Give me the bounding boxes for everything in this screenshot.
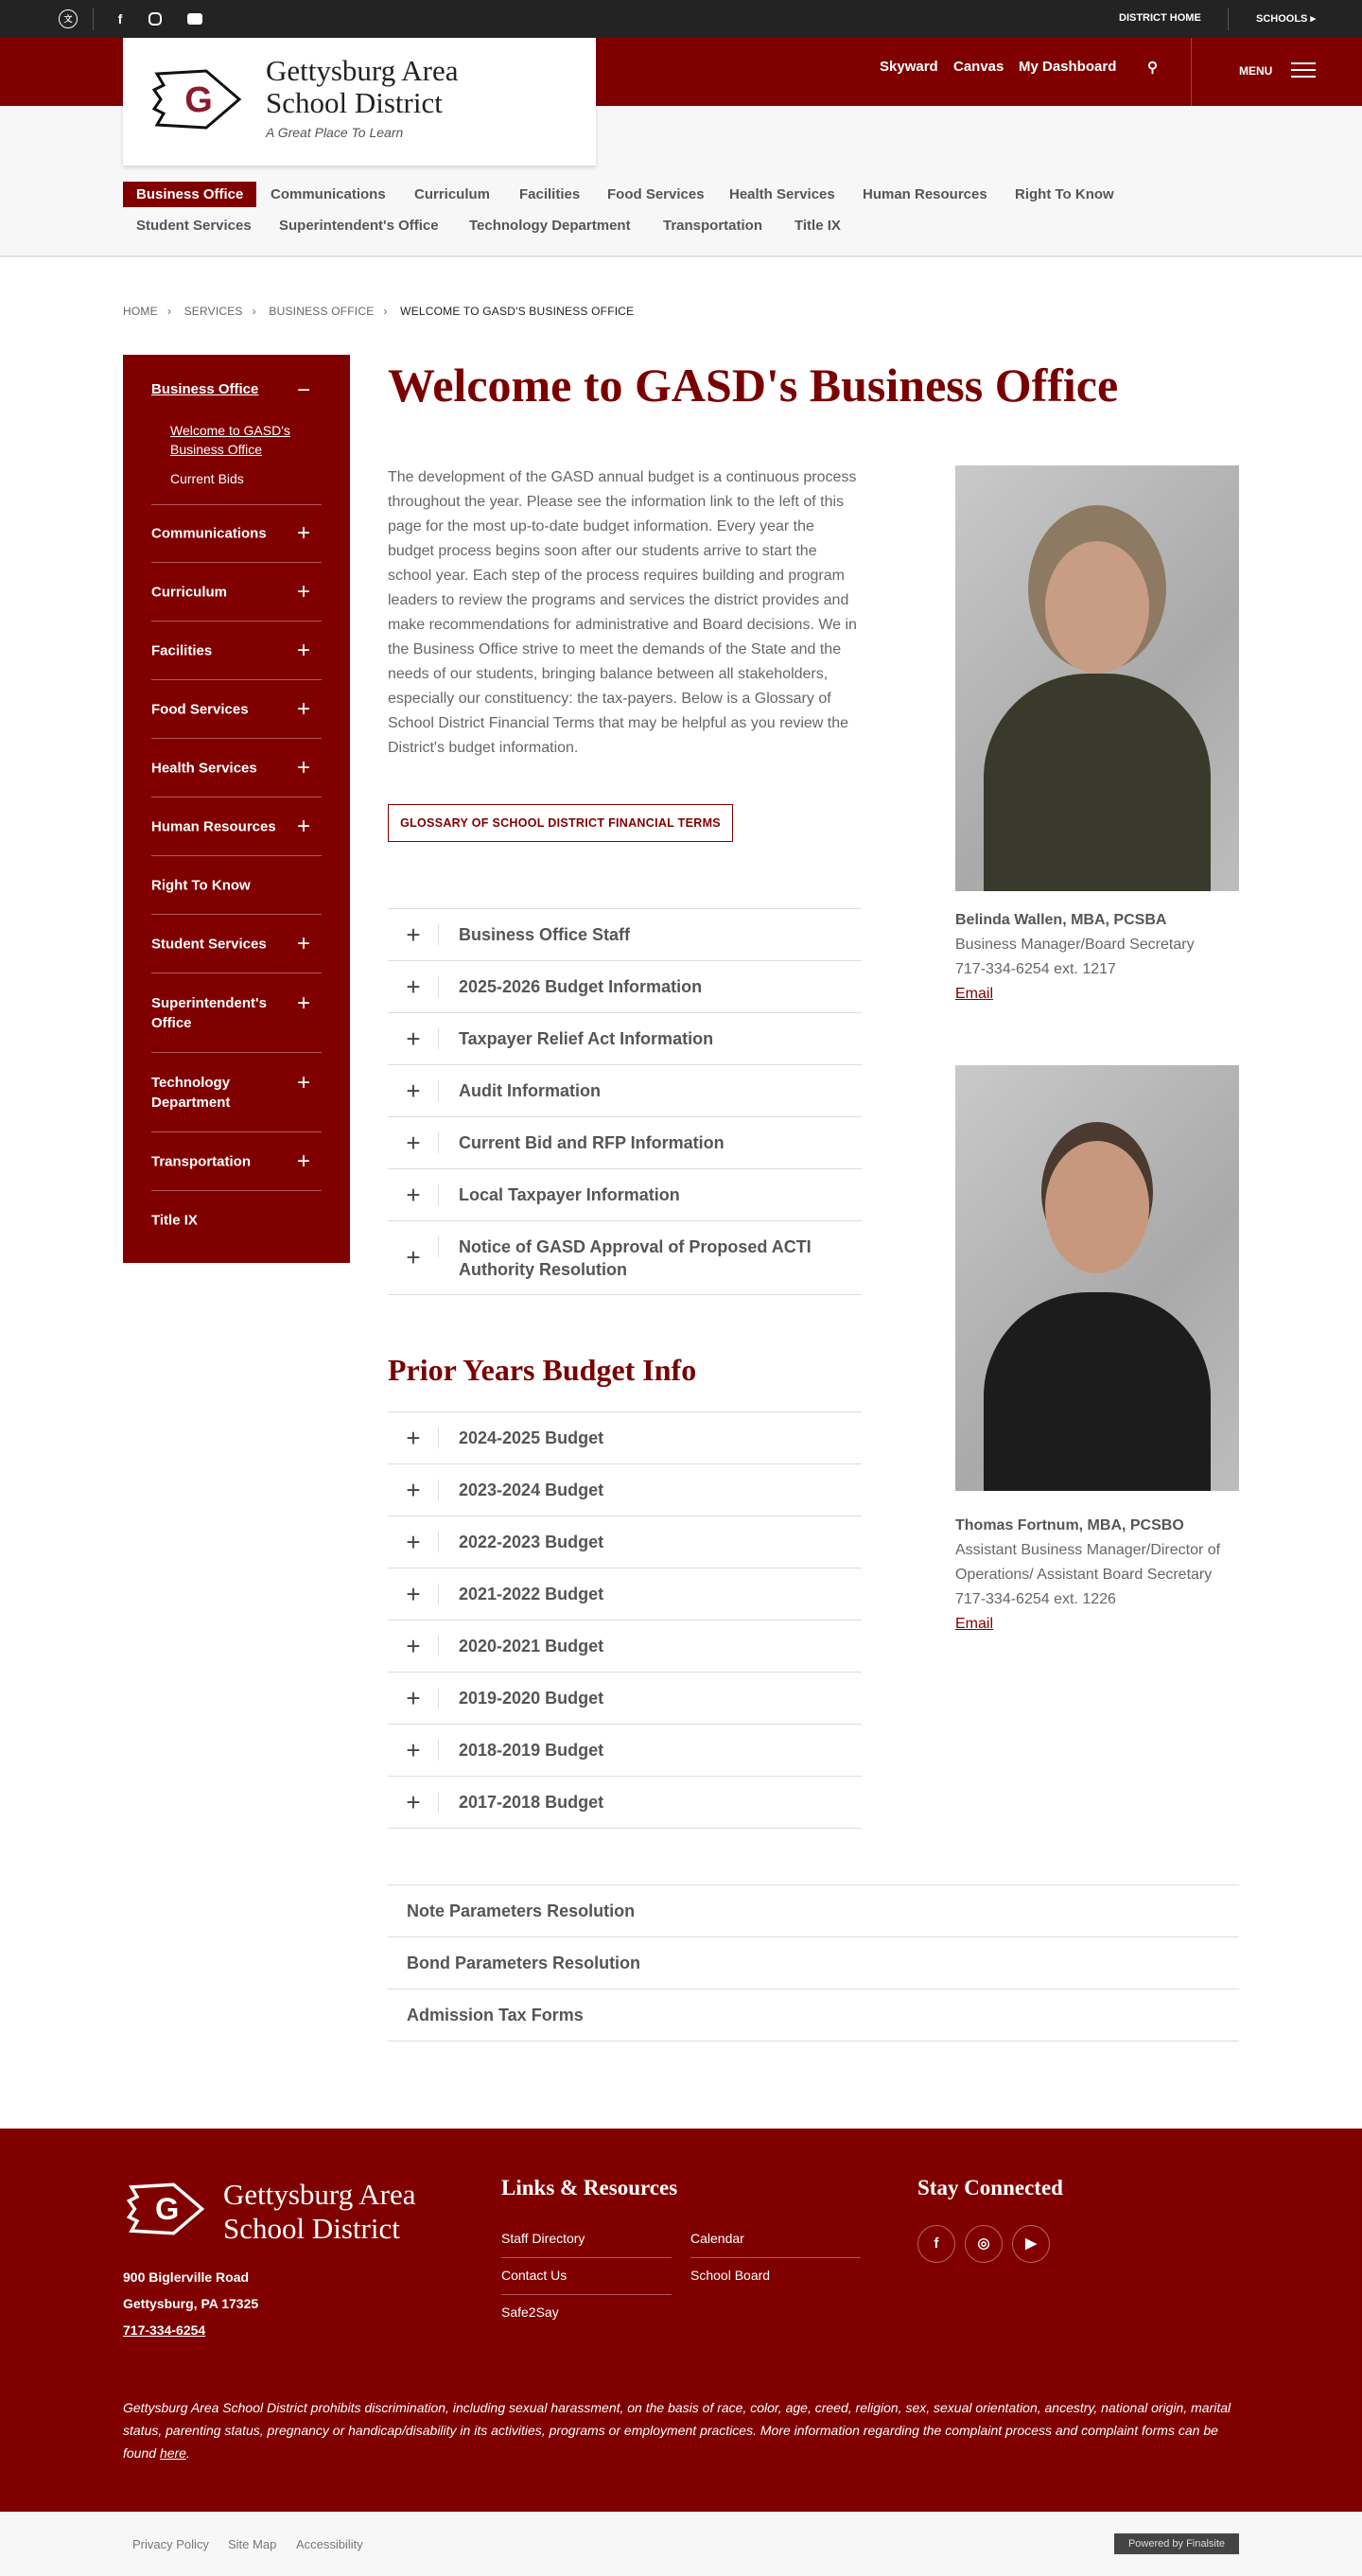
accessibility-link[interactable]: Accessibility <box>296 2537 363 2551</box>
menu-button[interactable]: MENU <box>1239 64 1273 78</box>
district-home-link[interactable]: DISTRICT HOME <box>1119 12 1201 24</box>
plus-icon[interactable]: + <box>388 1464 439 1516</box>
staff-phone: 717-334-6254 ext. 1226 <box>955 1591 1116 1607</box>
sidebar-item[interactable] <box>151 1053 322 1132</box>
accordion-item[interactable] <box>388 1464 862 1516</box>
plus-icon[interactable]: + <box>388 1725 439 1776</box>
svg-text:G: G <box>155 2192 180 2227</box>
footer-address: Gettysburg, PA 17325 <box>123 2296 259 2311</box>
plus-icon[interactable]: + <box>388 1221 439 1294</box>
plus-icon[interactable]: + <box>296 1148 310 1174</box>
district-logo-icon <box>149 66 244 132</box>
sidebar-item-label: Communications <box>151 525 267 541</box>
site-map-link[interactable]: Site Map <box>228 2537 277 2551</box>
facebook-icon[interactable]: f <box>917 2225 955 2263</box>
footer-title: Gettysburg Area <box>223 2178 416 2211</box>
staff-name: Thomas Fortnum, MBA, PCSBO <box>955 1517 1184 1533</box>
accordion-label: 2019-2020 Budget <box>459 1689 604 1708</box>
plus-icon[interactable]: + <box>388 1777 439 1828</box>
sidebar-item-label: Human Resources <box>151 818 276 834</box>
accordion-label: Notice of GASD Approval of Proposed ACTI Authority Resolution <box>459 1236 812 1279</box>
instagram-icon[interactable]: ◎ <box>965 2225 1003 2263</box>
staff-title: Business Manager/Board Secretary <box>955 937 1195 953</box>
accordion-item[interactable] <box>388 1169 862 1221</box>
footer-link-staff-directory[interactable]: Staff Directory <box>501 2231 672 2258</box>
plus-icon[interactable]: + <box>388 961 439 1012</box>
accordion-item[interactable] <box>388 1673 862 1725</box>
sidebar-subitem-welcome[interactable]: Welcome to GASD's Business Office <box>170 423 290 457</box>
plus-icon[interactable]: + <box>388 1568 439 1620</box>
tagline: A Great Place To Learn <box>266 125 404 140</box>
photo-figure <box>984 674 1211 891</box>
photo-figure <box>1045 541 1149 674</box>
breadcrumb-home[interactable]: HOME <box>123 305 158 318</box>
chevron-right-icon: › <box>383 305 388 318</box>
resolution-link[interactable]: Note Parameters Resolution <box>388 1885 1239 1937</box>
accordion-label: 2017-2018 Budget <box>459 1793 604 1812</box>
logo-title: School District <box>266 86 443 119</box>
sidebar-item[interactable] <box>151 856 322 915</box>
plus-icon[interactable]: + <box>296 578 310 605</box>
plus-icon[interactable]: + <box>296 754 310 780</box>
nav-health-services[interactable]: Health Services <box>729 186 835 202</box>
powered-by-finalsite-badge[interactable]: Powered by Finalsite <box>1114 2533 1239 2554</box>
sidebar-item[interactable] <box>151 622 322 680</box>
plus-icon[interactable]: + <box>296 637 310 663</box>
plus-icon[interactable]: + <box>388 1117 439 1168</box>
footer-address: 900 Biglerville Road <box>123 2269 250 2285</box>
youtube-icon[interactable] <box>187 13 202 25</box>
resolution-link[interactable]: Bond Parameters Resolution <box>388 1937 1239 1989</box>
sidebar-item-label: Food Services <box>151 701 249 717</box>
accordion-item[interactable] <box>388 909 862 961</box>
staff-phone: 717-334-6254 ext. 1217 <box>955 961 1116 977</box>
header-link-dashboard[interactable]: My Dashboard <box>1019 59 1117 75</box>
sidebar-item-label[interactable]: Business Office <box>151 381 259 397</box>
sidebar-item-label: Curriculum <box>151 584 228 600</box>
breadcrumb-services[interactable]: SERVICES <box>183 305 243 318</box>
breadcrumb-business-office[interactable]: BUSINESS OFFICE <box>269 305 375 318</box>
accordion-item[interactable] <box>388 961 862 1013</box>
sidebar-item[interactable] <box>151 1191 322 1250</box>
nav-technology-department[interactable]: Technology Department <box>469 218 631 234</box>
hamburger-icon[interactable] <box>1291 62 1316 78</box>
footer-link-contact-us[interactable]: Contact Us <box>501 2268 672 2295</box>
accordion-item[interactable] <box>388 1117 862 1169</box>
footer-link-school-board[interactable]: School Board <box>690 2268 771 2283</box>
photo-figure <box>1045 1141 1149 1273</box>
plus-icon[interactable]: + <box>388 1621 439 1672</box>
sidebar-item-label: Student Services <box>151 936 267 952</box>
info-accordion <box>388 908 862 1295</box>
sidebar-item[interactable] <box>151 680 322 739</box>
plus-icon[interactable]: + <box>388 1412 439 1463</box>
instagram-icon[interactable] <box>148 12 162 26</box>
chevron-right-icon: › <box>252 305 256 318</box>
nav-food-services[interactable]: Food Services <box>607 186 705 202</box>
accordion-item[interactable] <box>388 1065 862 1117</box>
links-heading: Links & Resources <box>501 2176 678 2199</box>
accordion-label: 2024-2025 Budget <box>459 1428 604 1447</box>
chevron-right-icon: › <box>166 305 172 318</box>
accordion-label: Local Taxpayer Information <box>459 1185 680 1204</box>
nav-title-ix[interactable]: Title IX <box>794 218 841 234</box>
nav-facilities[interactable]: Facilities <box>519 186 581 202</box>
svg-text:G: G <box>184 80 213 120</box>
nav-communications[interactable]: Communications <box>271 186 386 202</box>
breadcrumb <box>123 305 634 318</box>
footer-phone-link[interactable]: 717-334-6254 <box>123 2322 206 2338</box>
plus-icon[interactable]: + <box>296 1070 310 1095</box>
accordion-label: 2020-2021 Budget <box>459 1637 604 1656</box>
sidebar-item[interactable] <box>151 1132 322 1191</box>
staff-caption <box>955 908 1195 1007</box>
staff-email-link[interactable]: Email <box>955 986 994 1002</box>
prior-years-heading: Prior Years Budget Info <box>388 1353 697 1387</box>
notice-text: Gettysburg Area School District prohibits discrimination, including sexual harassment, on the basis of race, color, age, creed, religion, sex, sexual orientation, ancestry, national origin, marital status, parenting status, pregnancy or handicap/disability in its activities, programs or employment practices. More information regarding the complaint process and complaint forms can be found <box>123 2400 1231 2461</box>
nondiscrimination-notice: Gettysburg Area School District prohibits discrimination, including sexual harassment, on the basis of race, color, age, creed, religion, sex, sexual orientation, ancestry, national origin, marital status, parenting status, pregnancy or handicap/disability in its activities, programs or employment practices. More information regarding the complaint process and complaint forms can be found here. <box>123 2400 1231 2461</box>
nav-human-resources[interactable]: Human Resources <box>863 186 987 202</box>
plus-icon[interactable]: + <box>296 990 310 1016</box>
nav-right-to-know[interactable]: Right To Know <box>1015 186 1114 202</box>
sidebar-item-label: Superintendent's Office <box>151 994 267 1031</box>
connected-heading: Stay Connected <box>917 2176 1063 2199</box>
sidebar-item-label: Right To Know <box>151 877 251 893</box>
accordion-item[interactable] <box>388 1013 862 1065</box>
accordion-item[interactable] <box>388 1516 862 1568</box>
sidebar-item[interactable] <box>151 563 322 622</box>
plus-icon[interactable]: + <box>296 930 310 956</box>
nav-superintendents-office[interactable]: Superintendent's Office <box>279 218 439 234</box>
staff-title: Assistant Business Manager/Director of Operations/ Assistant Board Secretary <box>955 1542 1221 1583</box>
sidebar-item[interactable] <box>151 973 322 1053</box>
header-link-canvas[interactable]: Canvas <box>953 59 1004 75</box>
sidebar-item-label: Facilities <box>151 642 213 658</box>
staff-name: Belinda Wallen, MBA, PCSBA <box>955 912 1167 928</box>
staff-photo <box>955 1065 1239 1491</box>
sidebar-subitem-current-bids[interactable]: Current Bids <box>170 471 244 486</box>
divider <box>1228 8 1229 30</box>
resolution-list <box>388 1884 1239 2042</box>
divider <box>93 8 94 30</box>
footer-link-calendar[interactable]: Calendar <box>690 2231 861 2258</box>
schools-dropdown[interactable]: SCHOOLS ▸ <box>1256 13 1316 25</box>
accordion-label: 2021-2022 Budget <box>459 1585 604 1603</box>
footer-title: School District <box>223 2212 400 2245</box>
nav-transportation[interactable]: Transportation <box>663 218 763 234</box>
nav-curriculum[interactable]: Curriculum <box>414 186 491 202</box>
accordion-label: Audit Information <box>459 1081 601 1100</box>
accordion-item[interactable] <box>388 1725 862 1777</box>
breadcrumb-current: WELCOME TO GASD'S BUSINESS OFFICE <box>400 305 635 318</box>
facebook-icon[interactable]: f <box>117 11 123 26</box>
sidebar-item[interactable] <box>151 797 322 856</box>
accordion-label: Current Bid and RFP Information <box>459 1133 725 1152</box>
nav-business-office[interactable]: Business Office <box>123 182 256 207</box>
page-title: Welcome to GASD's Business Office <box>388 359 1119 412</box>
staff-email-link[interactable]: Email <box>955 1616 994 1632</box>
staff-caption <box>955 1514 1248 1637</box>
accordion-item[interactable] <box>388 1221 862 1295</box>
resolution-link[interactable]: Admission Tax Forms <box>388 1989 1239 2042</box>
sidebar-item-label: Transportation <box>151 1153 252 1169</box>
footer <box>0 2129 1362 2512</box>
plus-icon[interactable]: + <box>388 1516 439 1568</box>
accordion-item[interactable] <box>388 1621 862 1673</box>
accordion-label: Taxpayer Relief Act Information <box>459 1029 714 1048</box>
minus-icon[interactable]: − <box>296 377 310 403</box>
sidebar-item-label: Health Services <box>151 760 257 776</box>
prior-years-accordion <box>388 1411 862 1829</box>
logo-card[interactable] <box>123 38 596 166</box>
accordion-item[interactable] <box>388 1412 862 1464</box>
plus-icon[interactable]: + <box>388 1673 439 1724</box>
footer-logo-icon <box>123 2181 208 2237</box>
privacy-policy-link[interactable]: Privacy Policy <box>132 2537 209 2551</box>
header-link-skyward[interactable]: Skyward <box>880 59 938 75</box>
youtube-icon[interactable]: ▶ <box>1012 2225 1050 2263</box>
footer-link-safe2say[interactable]: Safe2Say <box>501 2304 559 2320</box>
plus-icon[interactable]: + <box>296 813 310 839</box>
plus-icon[interactable]: + <box>388 909 439 960</box>
divider <box>1191 38 1192 106</box>
notice-here-link[interactable]: here <box>159 2445 186 2461</box>
accordion-item[interactable] <box>388 1568 862 1621</box>
plus-icon[interactable]: + <box>388 1169 439 1220</box>
logo-title: Gettysburg Area <box>266 54 459 87</box>
photo-figure <box>984 1292 1211 1491</box>
accordion-label: 2022-2023 Budget <box>459 1533 604 1551</box>
plus-icon[interactable]: + <box>296 695 310 722</box>
utility-bar <box>0 0 1362 38</box>
accordion-label: Business Office Staff <box>459 925 631 944</box>
intro-paragraph: The development of the GASD annual budget is a continuous process throughout the year. Please see the information link to the left of this page for the most up-to-date budget information. Every year the budget process begins soon after our students arrive to start the school year. Each step of the process requires building and program leaders to review the programs and services the district provides and make recommendations for administrative and Board decisions. We in the Business Office strive to meet the demands of the State and the needs of our students, bringing balance between all stakeholders, especially our constituency: the tax-payers. Below is a Glossary of School District Financial Terms that may be helpful as you review the District's budget information. <box>388 469 857 756</box>
search-icon[interactable]: ⚲ <box>1147 60 1158 76</box>
glossary-button[interactable]: GLOSSARY OF SCHOOL DISTRICT FINANCIAL TERMS <box>388 804 733 842</box>
accordion-label: 2018-2019 Budget <box>459 1741 604 1760</box>
plus-icon[interactable]: + <box>296 519 310 546</box>
sidebar-item-label: Title IX <box>151 1212 198 1229</box>
accordion-label: 2023-2024 Budget <box>459 1481 604 1499</box>
plus-icon[interactable]: + <box>388 1013 439 1064</box>
sidebar-item[interactable] <box>151 915 322 973</box>
staff-photo <box>955 465 1239 891</box>
sidebar-item[interactable] <box>151 739 322 797</box>
bottom-bar <box>0 2512 1362 2576</box>
sidebar-item-label: Technology Department <box>151 1074 231 1111</box>
accordion-item[interactable] <box>388 1777 862 1829</box>
plus-icon[interactable]: + <box>388 1065 439 1116</box>
translate-icon[interactable]: 文 <box>59 9 78 28</box>
nav-student-services[interactable]: Student Services <box>136 218 252 234</box>
accordion-label: 2025-2026 Budget Information <box>459 977 703 996</box>
sidebar-item[interactable] <box>151 504 322 563</box>
